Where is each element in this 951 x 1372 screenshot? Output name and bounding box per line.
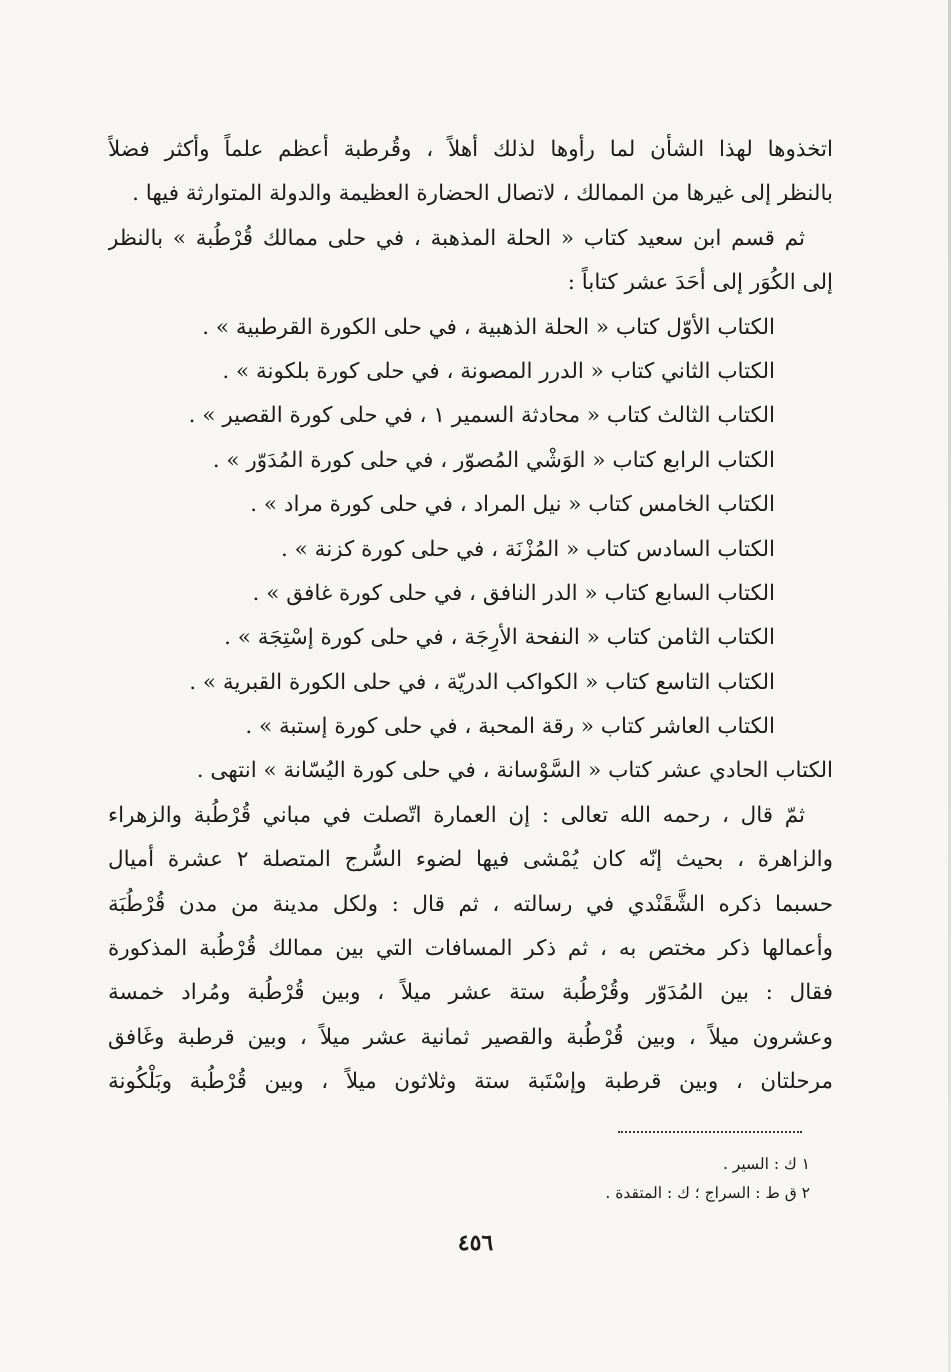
footnote-separator [618, 1131, 802, 1133]
text-line: حسبما ذكره الشَّقَنْدي في رسالته ، ثم قال : ولكل مدينة من مدن قُرْطُبَة [108, 891, 833, 917]
footnote: ٢ ق ط : السراج ؛ ك : المتقدة . [605, 1184, 810, 1202]
book-list-item: الكتاب العاشر كتاب « رقة المحبة ، في حلى كورة إستبة » . [245, 714, 775, 740]
book-list-item: الكتاب الثالث كتاب « محادثة السمير ١ ، في حلى كورة القصير » . [188, 403, 775, 429]
text-line: ثم قسم ابن سعيد كتاب « الحلة المذهبة ، في حلى ممالك قُرْطُبة » بالنظر [108, 225, 805, 251]
main-text [108, 128, 833, 1105]
page-number: ٤٥٦ [457, 1230, 494, 1256]
book-list-item: الكتاب الثاني كتاب « الدرر المصونة ، في حلى كورة بلكونة » . [222, 358, 775, 384]
text-line: فقال : بين المُدَوّر وقُرْطُبة ستة عشر ميلاً ، وبين قُرْطُبة ومُراد خمسة [108, 980, 833, 1006]
text-line: وأعمالها ذكر مختص به ، ثم ذكر المسافات التي بين ممالك قُرْطُبة المذكورة [108, 936, 833, 962]
text-line: بالنظر إلى غيرها من الممالك ، لاتصال الحضارة العظيمة والدولة المتوارثة فيها . [132, 181, 833, 207]
footnotes [410, 1150, 810, 1208]
book-list-item: الكتاب الخامس كتاب « نيل المراد ، في حلى كورة مراد » . [250, 492, 775, 518]
book-list-item: الكتاب الأوّل كتاب « الحلة الذهبية ، في حلى الكورة القرطبية » . [202, 314, 775, 340]
book-list-item: الكتاب الثامن كتاب « النفحة الأرِجَة ، في حلى كورة إسْتِجَة » . [224, 625, 775, 651]
text-line: اتخذوها لهذا الشأن لما رأوها لذلك أهلاً ، وقُرطبة أعظم علماً وأكثر فضلاً [108, 137, 833, 162]
book-list-item: الكتاب الرابع كتاب « الوَشْي المُصوّر ، في حلى كورة المُدَوّر » . [212, 447, 775, 473]
book-list-item: الكتاب السابع كتاب « الدر النافق ، في حلى كورة غافق » . [252, 580, 775, 606]
footnote: ١ ك : السير . [722, 1155, 810, 1173]
text-line: والزاهرة ، بحيث إنّه كان يُمْشى فيها لضوء السُّرج المتصلة ٢ عشرة أميال [108, 847, 833, 873]
book-list-item: الكتاب التاسع كتاب « الكواكب الدريّة ، في حلى الكورة القبرية » . [189, 669, 775, 695]
text-line: إلى الكُوَر إلى أحَدَ عشر كتاباً : [567, 270, 833, 296]
text-line: ثمّ قال ، رحمه الله تعالى : إن العمارة اتّصلت في مباني قُرْطُبة والزهراء [108, 802, 805, 828]
text-line: مرحلتان ، وبين قرطبة وإسْتَبة ستة وثلاثون ميلاً ، وبين قُرْطُبة وبَلْكُونة [108, 1069, 833, 1095]
book-list-item: الكتاب السادس كتاب « المُزْنَة ، في حلى كورة كزنة » . [281, 536, 775, 562]
text-line: وعشرون ميلاً ، وبين قُرْطُبة والقصير ثمانية عشر ميلاً ، وبين قرطبة وغَافق [108, 1024, 833, 1050]
book-list-item: الكتاب الحادي عشر كتاب « السَّوْسانة ، في حلى كورة اليُسّانة » انتهى . [196, 758, 833, 784]
